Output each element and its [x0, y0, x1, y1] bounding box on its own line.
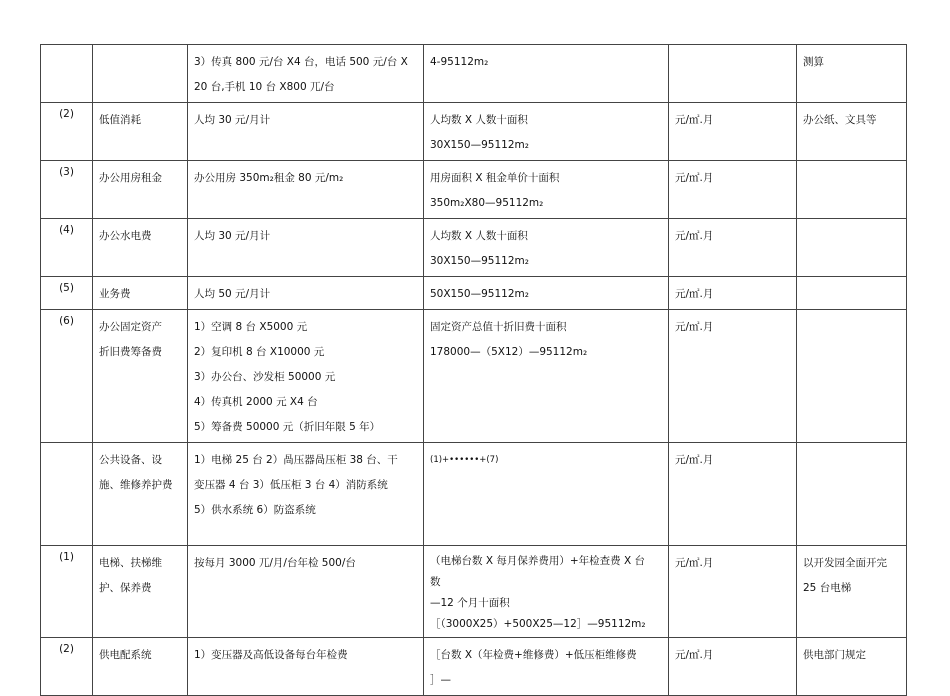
item-name-line: 业务费 [99, 288, 131, 300]
table-row [41, 310, 907, 443]
calc-formula-line: 30X150—95112m₂ [430, 255, 529, 267]
table-row [41, 638, 907, 696]
unit-cell [669, 45, 797, 103]
unit-cell [669, 103, 797, 161]
cost-standard-line: 变压器 4 台 3）低压柜 3 台 4）消防系统 [194, 479, 388, 491]
cost-standard [188, 45, 424, 103]
remark [797, 161, 907, 219]
item-name-line: 供电配系统 [99, 649, 152, 661]
calc-formula-line: ［（3000X25）+500X25—12］—95112m₂ [430, 618, 646, 630]
item-name [93, 103, 188, 161]
table-row [41, 443, 907, 546]
row-number: (3) [41, 161, 93, 219]
cost-standard [188, 310, 424, 443]
item-name-line: 护、保养费 [99, 582, 152, 594]
item-name [93, 277, 188, 310]
unit-cell [669, 443, 797, 546]
cost-standard-line: 3）办公台、沙发柜 50000 元 [194, 371, 336, 383]
unit-text: 元/㎡.月 [675, 114, 714, 126]
unit-cell [669, 219, 797, 277]
unit-cell [669, 277, 797, 310]
remark-line: 以开发园全面开完 [803, 557, 887, 569]
item-name-line: 办公固定资产 [99, 321, 162, 333]
cost-standard-line: 办公用房 350m₂租金 80 元/m₂ [194, 172, 344, 184]
row-number: (2) [41, 103, 93, 161]
calc-formula [424, 45, 669, 103]
cost-standard-line: 4）传真机 2000 元 X4 台 [194, 396, 318, 408]
unit-text: 元/㎡.月 [675, 230, 714, 242]
calc-formula [424, 310, 669, 443]
table-row [41, 103, 907, 161]
unit-text: 元/㎡.月 [675, 557, 714, 569]
cost-standard [188, 103, 424, 161]
calc-formula-line: （电梯台数 X 每月保养费用）+年检查费 X 台 [430, 555, 646, 567]
row-number [41, 443, 93, 546]
calc-formula-line: 30X150—95112m₂ [430, 139, 529, 151]
remark-line: 测算 [803, 56, 824, 68]
cost-standard [188, 443, 424, 546]
calc-formula-line: 178000—（5X12）—95112m₂ [430, 346, 588, 358]
remark [797, 310, 907, 443]
calc-formula [424, 219, 669, 277]
item-name [93, 219, 188, 277]
calc-formula-line: 用房面积 X 租金单价十面积 [430, 172, 560, 184]
remark-line: 25 台电梯 [803, 582, 852, 594]
item-name [93, 638, 188, 696]
item-name [93, 546, 188, 638]
calc-formula [424, 277, 669, 310]
cost-standard-line: 5）供水系统 6）防盗系统 [194, 504, 316, 516]
item-name-line: 折旧费筹备费 [99, 346, 162, 358]
cost-standard-line: 人均 30 元/月计 [194, 114, 271, 126]
calc-formula-line: 人均数 X 人数十面积 [430, 114, 528, 126]
unit-text: 元/㎡.月 [675, 288, 714, 300]
cost-table-body [41, 45, 907, 696]
calc-formula-line: 人均数 X 人数十面积 [430, 230, 528, 242]
cost-standard [188, 277, 424, 310]
cost-table [40, 44, 907, 696]
row-number [41, 45, 93, 103]
unit-text: 元/㎡.月 [675, 321, 714, 333]
remark [797, 443, 907, 546]
cost-standard [188, 161, 424, 219]
cost-standard-line: 人均 30 元/月计 [194, 230, 271, 242]
calc-formula [424, 103, 669, 161]
item-name-line: 办公水电费 [99, 230, 152, 242]
cost-standard-line: 人均 50 元/月计 [194, 288, 271, 300]
remark [797, 103, 907, 161]
item-name-line: 电梯、扶梯维 [99, 557, 162, 569]
cost-standard-line: 20 台,手机 10 台 X800 兀/台 [194, 81, 335, 93]
cost-standard-line: 按每月 3000 兀/月/台年检 500/台 [194, 557, 356, 569]
table-row [41, 546, 907, 638]
remark [797, 546, 907, 638]
row-number: (2) [41, 638, 93, 696]
item-name [93, 310, 188, 443]
unit-cell [669, 161, 797, 219]
cost-standard-line: 2）复印机 8 台 X10000 元 [194, 346, 325, 358]
calc-formula-line: 350m₂X80—95112m₂ [430, 197, 544, 209]
calc-formula [424, 443, 669, 546]
calc-formula-line: 固定资产总值十折旧费十面积 [430, 321, 567, 333]
cost-standard-line: 3）传真 800 元/台 X4 台，电话 500 元/台 X [194, 56, 408, 68]
row-number: (5) [41, 277, 93, 310]
table-row [41, 219, 907, 277]
remark [797, 45, 907, 103]
item-name-line: 公共设备、设 [99, 454, 162, 466]
unit-text: 元/㎡.月 [675, 454, 714, 466]
table-row [41, 45, 907, 103]
cost-standard-line: 1）电梯 25 台 2）咼压器咼压柜 38 台、干 [194, 454, 398, 466]
remark [797, 638, 907, 696]
row-number: (1) [41, 546, 93, 638]
unit-cell [669, 310, 797, 443]
calc-formula [424, 638, 669, 696]
calc-formula [424, 161, 669, 219]
calc-formula-line: (1)+••••••+(7) [430, 455, 499, 465]
cost-standard-line: 1）空调 8 台 X5000 元 [194, 321, 308, 333]
row-number: (4) [41, 219, 93, 277]
cost-standard-line: 1）变压器及高低设备每台年检费 [194, 649, 348, 661]
unit-cell [669, 546, 797, 638]
calc-formula [424, 546, 669, 638]
calc-formula-line: 数 [430, 576, 441, 588]
cost-standard [188, 219, 424, 277]
unit-text: 元/㎡.月 [675, 649, 714, 661]
item-name-line: 低值消耗 [99, 114, 141, 126]
item-name-line: 办公用房租金 [99, 172, 162, 184]
remark [797, 219, 907, 277]
calc-formula-line: —12 个月十面积 [430, 597, 510, 609]
remark-line: 办公纸、文具等 [803, 114, 877, 126]
calc-formula-line: ［台数 X（年检费+维修费）+低压柜维修费 [430, 649, 637, 661]
calc-formula-line: ］— [430, 674, 451, 686]
cost-standard [188, 546, 424, 638]
item-name [93, 45, 188, 103]
remark-line: 供电部门规定 [803, 649, 866, 661]
row-number: (6) [41, 310, 93, 443]
remark [797, 277, 907, 310]
unit-cell [669, 638, 797, 696]
calc-formula-line: 4-95112m₂ [430, 56, 489, 68]
item-name [93, 443, 188, 546]
item-name-line: 施、维修养护费 [99, 479, 173, 491]
cost-standard [188, 638, 424, 696]
cost-standard-line: 5）筹备费 50000 元（折旧年限 5 年） [194, 421, 381, 433]
calc-formula-line: 50X150—95112m₂ [430, 288, 529, 300]
unit-text: 元/㎡.月 [675, 172, 714, 184]
table-row [41, 277, 907, 310]
table-row [41, 161, 907, 219]
item-name [93, 161, 188, 219]
